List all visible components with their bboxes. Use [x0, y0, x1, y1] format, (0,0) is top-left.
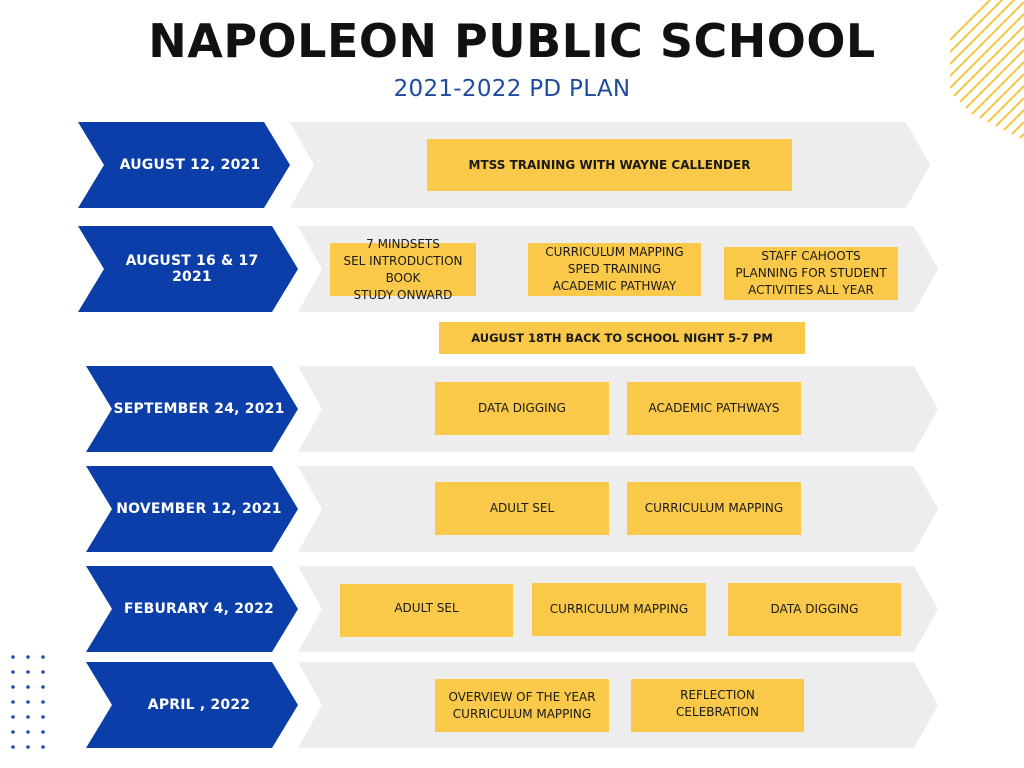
row-band — [298, 366, 938, 452]
session-box: ACADEMIC PATHWAYS — [627, 382, 801, 435]
date-label: APRIL , 2022 — [147, 697, 251, 713]
session-box: ADULT SEL — [340, 584, 513, 637]
session-box: STAFF CAHOOTS PLANNING FOR STUDENT ACTIVITIES ALL YEAR — [724, 247, 898, 300]
date-label: AUGUST 12, 2021 — [119, 157, 261, 173]
date-label: SEPTEMBER 24, 2021 — [113, 401, 285, 417]
row-band — [298, 662, 938, 748]
session-box: DATA DIGGING — [435, 382, 609, 435]
row-band — [298, 466, 938, 552]
date-label: AUGUST 16 & 17 2021 — [125, 253, 259, 285]
session-box: CURRICULUM MAPPING — [532, 583, 706, 636]
session-box: MTSS TRAINING WITH WAYNE CALLENDER — [427, 139, 792, 191]
back-to-school-note: AUGUST 18TH BACK TO SCHOOL NIGHT 5-7 PM — [439, 322, 805, 354]
session-box: DATA DIGGING — [728, 583, 901, 636]
page-title: NAPOLEON PUBLIC SCHOOL — [148, 14, 876, 68]
session-box: CURRICULUM MAPPING SPED TRAINING ACADEMIC PATHWAY — [528, 243, 701, 296]
date-label: NOVEMBER 12, 2021 — [116, 501, 282, 517]
session-box: CURRICULUM MAPPING — [627, 482, 801, 535]
session-box: OVERVIEW OF THE YEAR CURRICULUM MAPPING — [435, 679, 609, 732]
session-box: REFLECTION CELEBRATION — [631, 679, 804, 732]
date-label: FEBURARY 4, 2022 — [124, 601, 274, 617]
session-box: 7 MINDSETS SEL INTRODUCTION BOOK STUDY ONWARD — [330, 243, 476, 296]
page-subtitle: 2021-2022 PD PLAN — [393, 76, 631, 102]
session-box: ADULT SEL — [435, 482, 609, 535]
